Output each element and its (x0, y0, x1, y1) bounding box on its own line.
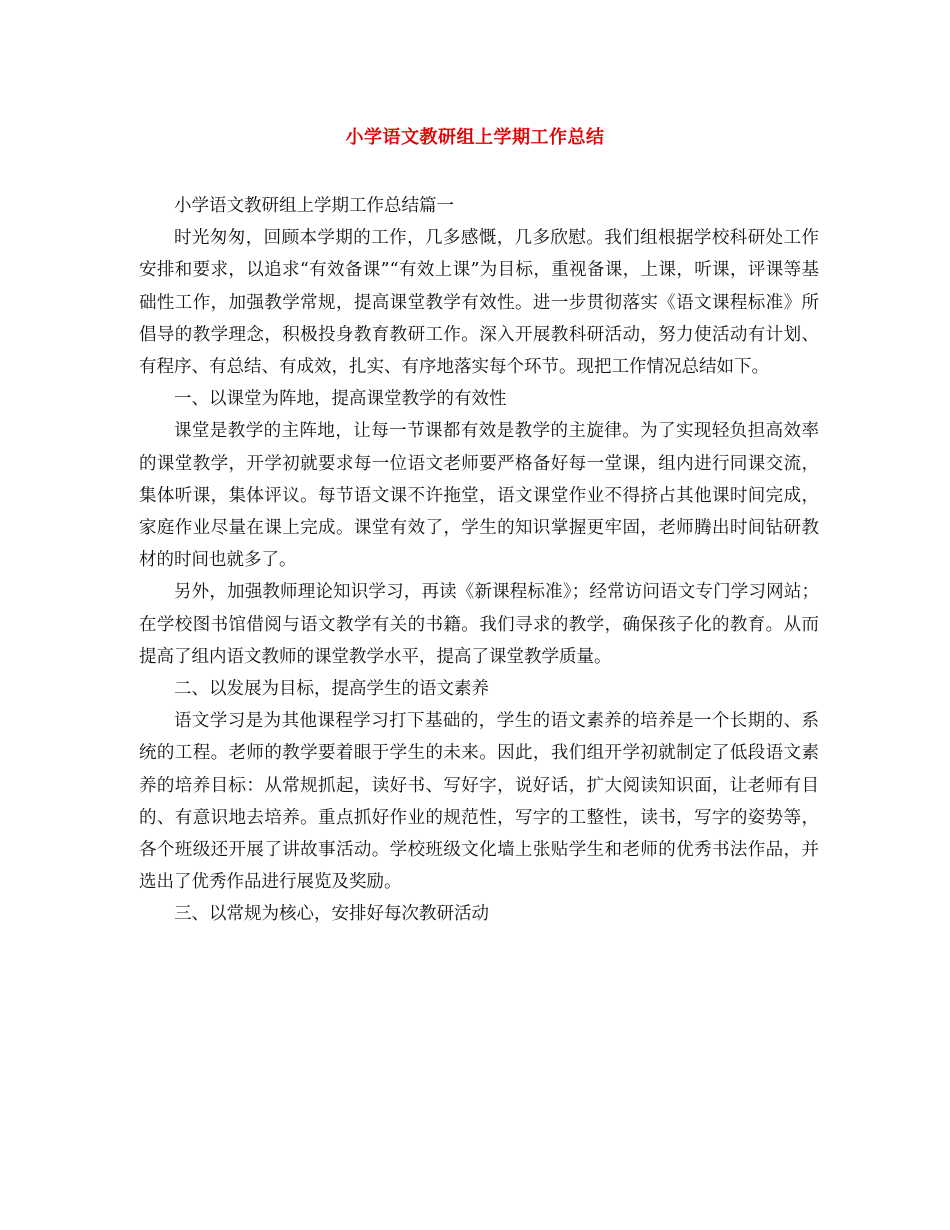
section-heading-one: 一、以课堂为阵地，提高课堂教学的有效性 (174, 389, 507, 410)
document-body (139, 190, 819, 931)
section-heading-two: 二、以发展为目标，提高学生的语文素养 (174, 679, 489, 700)
document-title: 小学语文教研组上学期工作总结 (345, 127, 605, 148)
paragraph-overview: 时光匆匆，回顾本学期的工作，几多感慨，几多欣慰。我们组根据学校科研处工作安排和要求，以追求“有效备课”“有效上课”为目标，重视备课，上课，听课，评课等基础性工作，加强教学常规，提高课堂教学有效性。进一步贯彻落实《语文课程标准》所倡导的教学理念，积极投身教育教研工作。深入开展教科研活动，努力使活动有计划、有程序、有总结、有成效，扎实、有序地落实每个环节。现把工作情况总结如下。 (139, 228, 819, 378)
paragraph-theory: 另外，加强教师理论知识学习，再读《新课程标准》；经常访问语文专门学习网站；在学校图书馆借阅与语文教学有关的书籍。我们寻求的教学，确保孩子化的教育。从而提高了组内语文教师的课堂教学水平，提高了课堂教学质量。 (139, 582, 819, 667)
paragraph-literacy: 语文学习是为其他课程学习打下基础的，学生的语文素养的培养是一个长期的、系统的工程。老师的教学要着眼于学生的未来。因此，我们组开学初就制定了低段语文素养的培养目标：从常规抓起，读好书、写好字，说好话，扩大阅读知识面，让老师有目的、有意识地去培养。重点抓好作业的规范性，写字的工整性，读书，写字的姿势等，各个班级还开展了讲故事活动。学校班级文化墙上张贴学生和老师的优秀书法作品，并选出了优秀作品进行展览及奖励。 (139, 711, 819, 893)
section-heading-intro: 小学语文教研组上学期工作总结篇一 (174, 196, 454, 216)
section-heading-three: 三、以常规为核心，安排好每次教研活动 (174, 904, 489, 925)
paragraph-classroom: 课堂是教学的主阵地，让每一节课都有效是教学的主旋律。为了实现轻负担高效率的课堂教学，开学初就要求每一位语文老师要严格备好每一堂课，组内进行同课交流，集体听课，集体评议。每节语文课不许拖堂，语文课堂作业不得挤占其他课时间完成，家庭作业尽量在课上完成。课堂有效了，学生的知识掌握更牢固，老师腾出时间钻研教材的时间也就多了。 (139, 421, 819, 571)
